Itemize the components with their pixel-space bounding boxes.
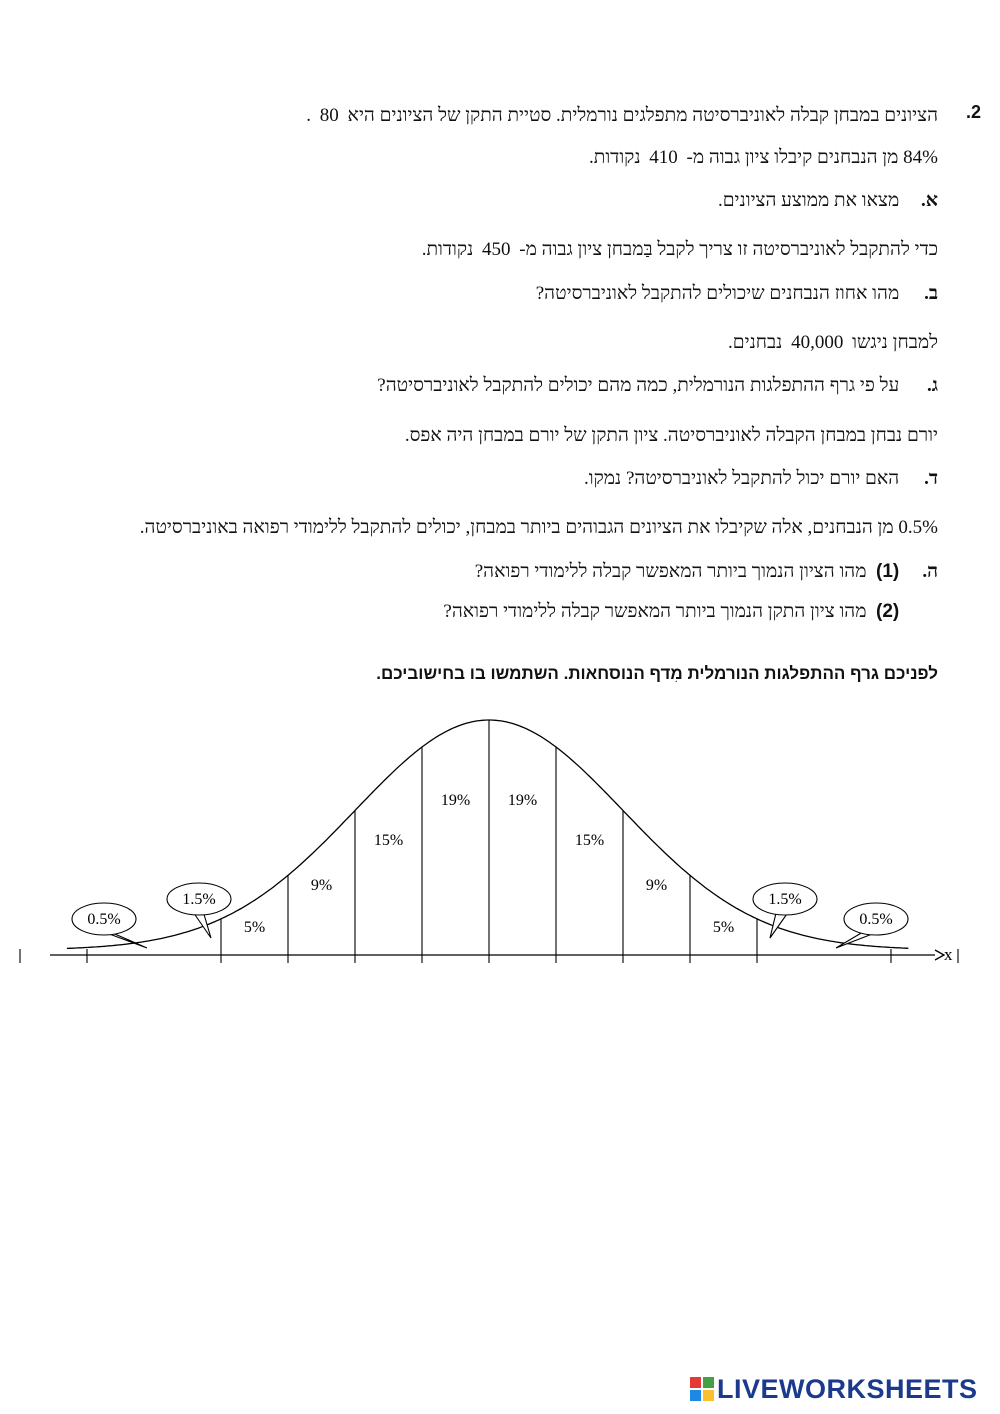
x-axis-arrow xyxy=(935,950,944,960)
chart-heading: לפניכם גרף ההתפלגות הנורמלית מִדף הנוסחאות. השתמשו בו בחישוביכם. xyxy=(376,664,938,683)
subquestion-e2: (2) מהו ציון התקן הנמוך ביותר המאפשר קבלה ללימודי רפואה? xyxy=(443,601,900,622)
normal-distribution-chart xyxy=(0,700,1000,980)
label-b: ב. xyxy=(924,283,938,304)
logo-icon xyxy=(690,1377,714,1401)
label-e: ה. xyxy=(922,561,938,582)
medicine-line: 0.5% מן הנבחנים, אלה שקיבלו את הציונים הגבוהים ביותר במבחן, יכולים להתקבל ללימודי רפואה באוניברסיטה. xyxy=(139,517,938,538)
intro-line-1: הציונים במבחן קבלה לאוניברסיטה מתפלגים נורמלית. סטיית התקן של הציונים היא 80 . xyxy=(306,105,938,126)
region-label: 9% xyxy=(310,877,333,894)
yoram-line: יורם נבחן במבחן הקבלה לאוניברסיטה. ציון התקן של יורם במבחן היה אפס. xyxy=(404,425,938,446)
sd-value: 80 xyxy=(319,105,339,126)
chart-lines xyxy=(20,720,958,963)
label-a: א. xyxy=(921,190,938,211)
logo-text: LIVEWORKSHEETS xyxy=(717,1373,978,1404)
pct-84: 84% xyxy=(903,147,938,168)
label-c: ג. xyxy=(926,375,938,396)
subquestion-b: ב. מהו אחוז הנבחנים שיכולים להתקבל לאוניברסיטה? xyxy=(535,283,938,304)
question-number: .2 xyxy=(966,102,982,122)
subquestion-e1: ה. (1) מהו הציון הנמוך ביותר המאפשר קבלה ללימודי רפואה? xyxy=(474,561,938,582)
region-label: 9% xyxy=(645,877,668,894)
count-line: למבחן ניגשו 40,000 נבחנים. xyxy=(728,332,938,353)
region-label: 19% xyxy=(440,792,471,809)
callout-label: 1.5% xyxy=(768,891,802,908)
label-e1: (1) xyxy=(876,561,900,582)
pct-0.5: 0.5% xyxy=(898,517,938,538)
intro-line-2: 84% מן הנבחנים קיבלו ציון גבוה מ- 410 נקודות. xyxy=(588,147,938,168)
region-label: 15% xyxy=(373,832,404,849)
region-label: 15% xyxy=(574,832,605,849)
intro-text-1: הציונים במבחן קבלה לאוניברסיטה מתפלגים נורמלית. סטיית התקן של הציונים היא xyxy=(347,105,938,126)
callout-label: 1.5% xyxy=(182,891,216,908)
subquestion-a: א. מצאו את ממוצע הציונים. xyxy=(717,190,938,211)
callout-label: 0.5% xyxy=(859,911,893,928)
chart-labels xyxy=(87,792,953,964)
subquestion-c: ג. על פי גרף ההתפלגות הנורמלית, כמה מהם יכולים להתקבל לאוניברסיטה? xyxy=(377,375,938,396)
label-e2: (2) xyxy=(876,601,900,622)
liveworksheets-logo xyxy=(690,1372,978,1406)
region-label: 5% xyxy=(243,919,266,936)
x-axis-label: x xyxy=(944,945,953,964)
region-label: 5% xyxy=(712,919,735,936)
callout-label: 0.5% xyxy=(87,911,121,928)
region-label: 19% xyxy=(507,792,538,809)
condition-line: כדי להתקבל לאוניברסיטה זו צריך לקבל בַּמבחן ציון גבוה מ- 450 נקודות. xyxy=(421,239,938,260)
subquestion-d: ד. האם יורם יכול להתקבל לאוניברסיטה? נמקו. xyxy=(583,468,938,489)
label-d: ד. xyxy=(924,468,938,489)
